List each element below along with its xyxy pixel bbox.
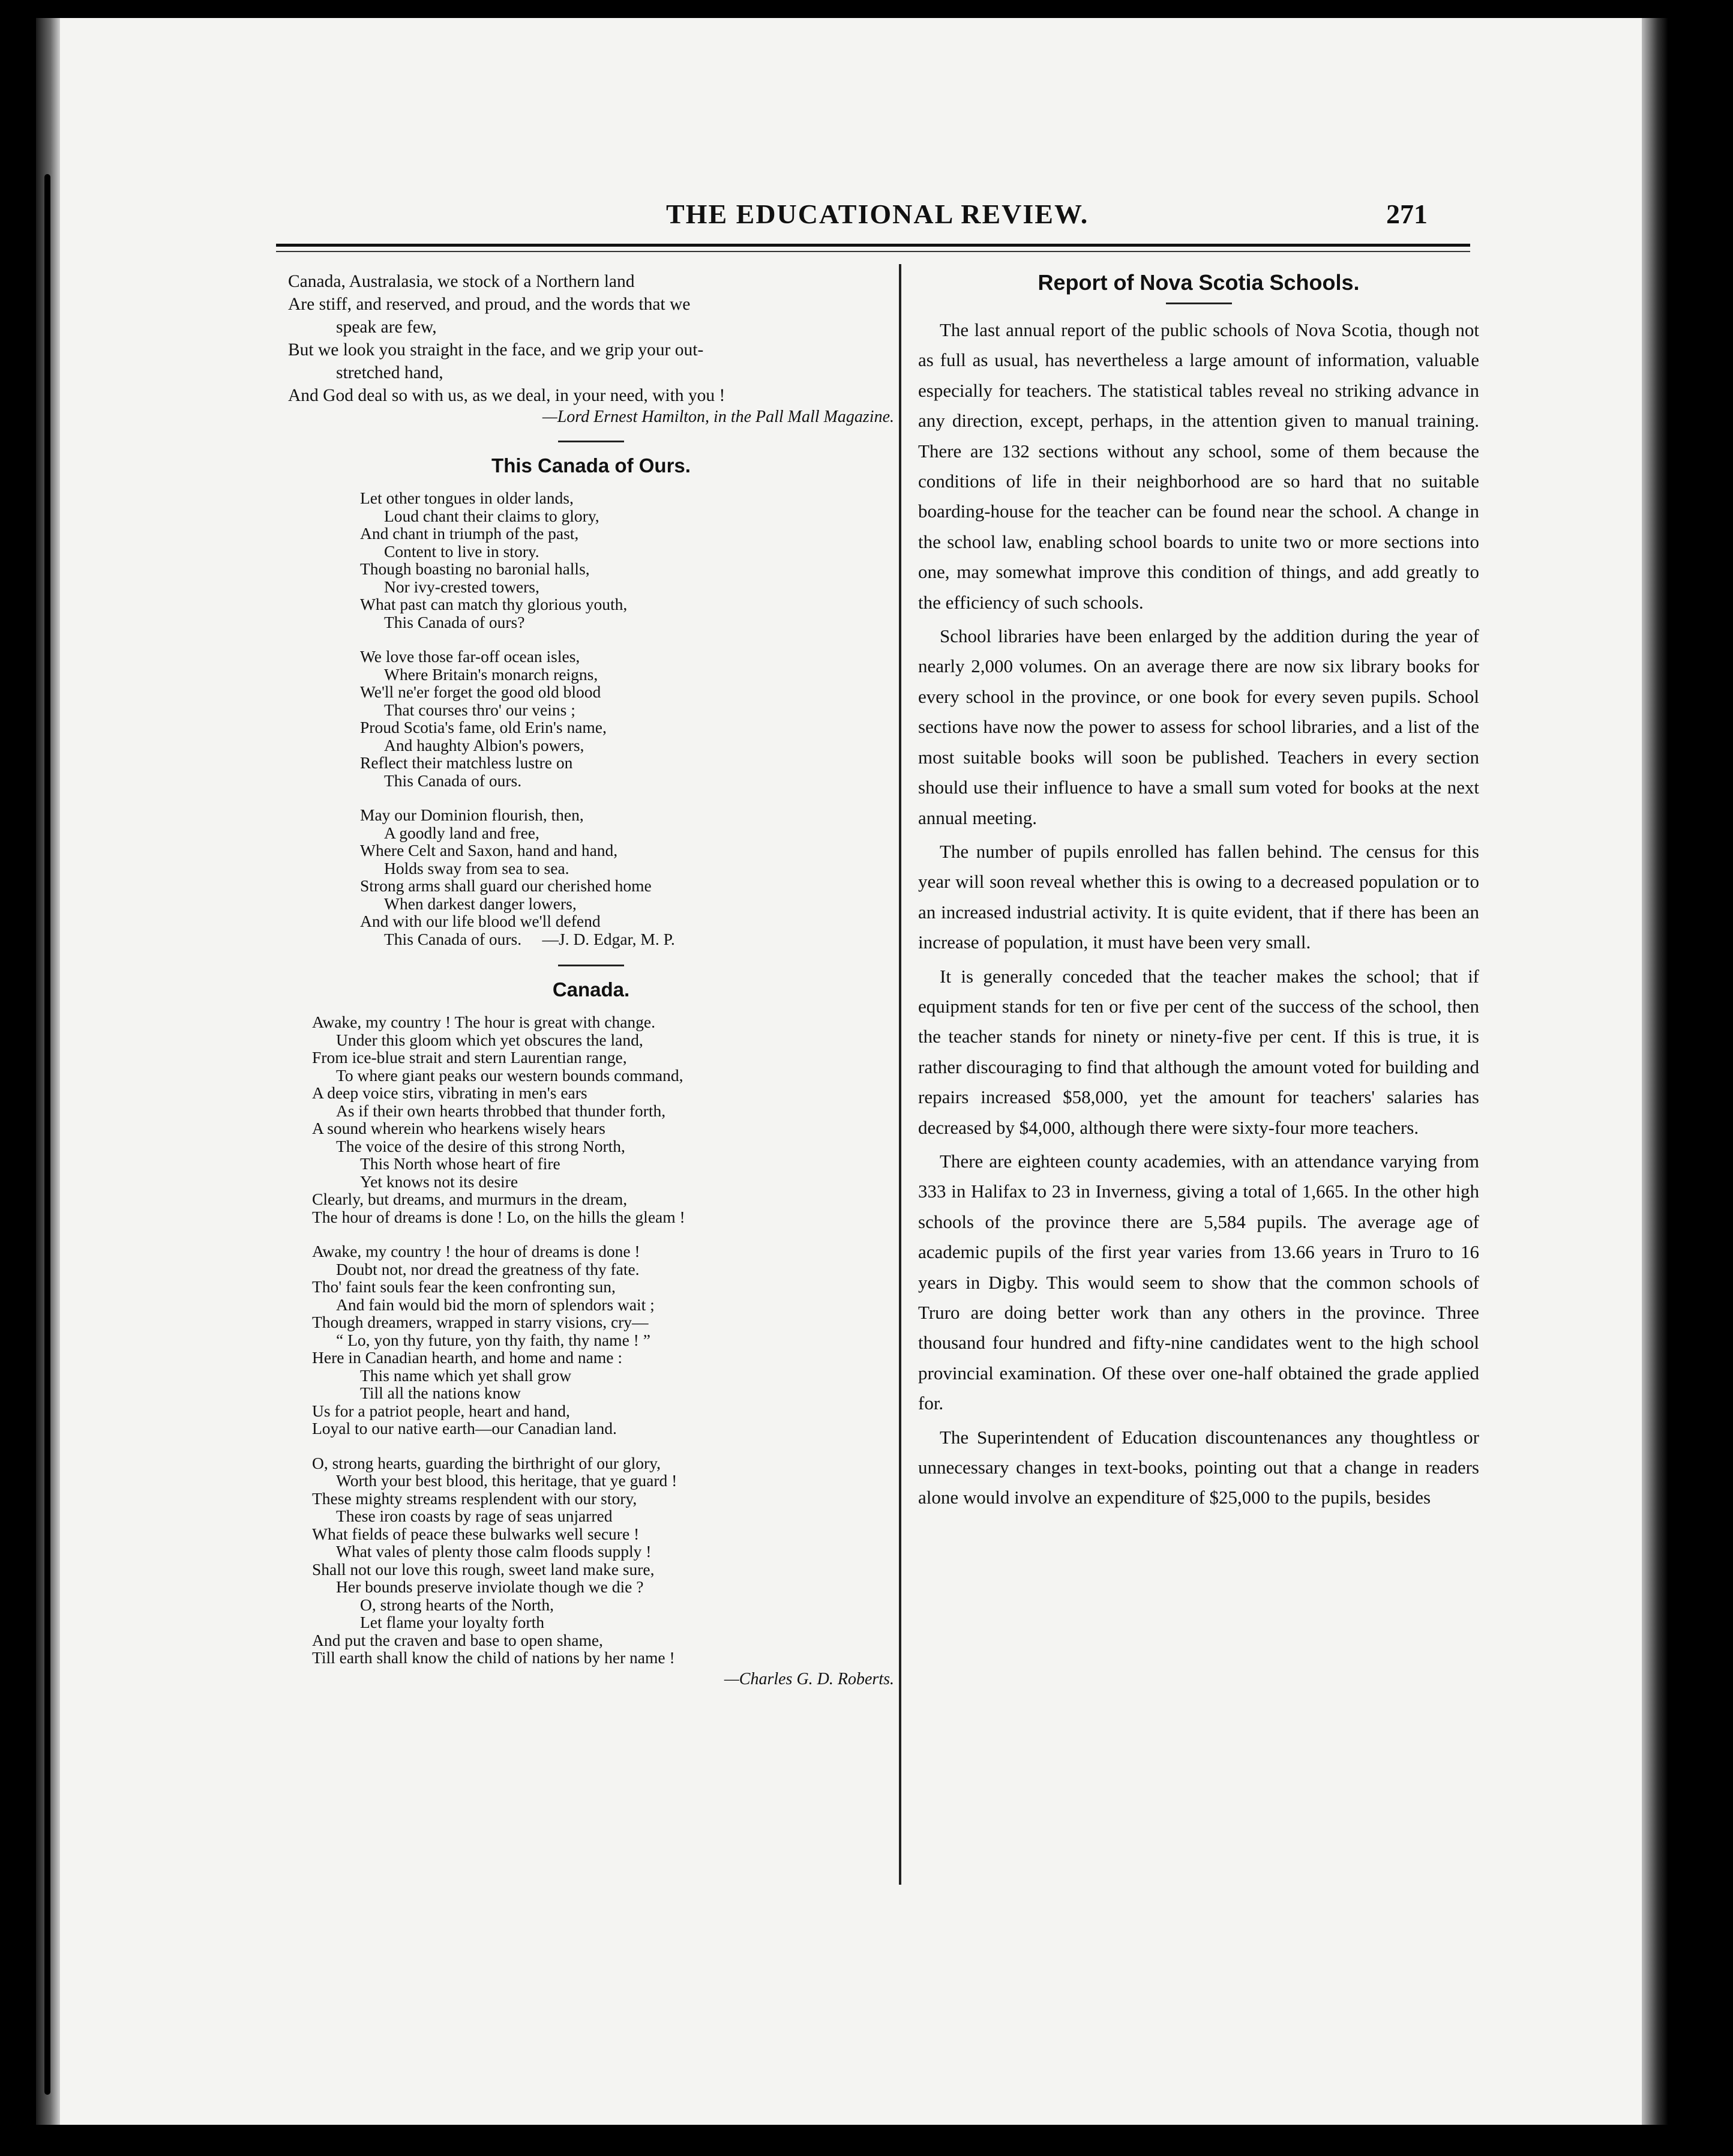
poem-line: O, strong hearts, guarding the birthright of our glory, [312, 1453, 661, 1472]
poem-line: The hour of dreams is done ! Lo, on the hills the gleam ! [312, 1207, 685, 1226]
poem-title: Canada. [552, 978, 630, 1001]
separator [1166, 303, 1232, 304]
poem-line: Here in Canadian hearth, and home and name : [312, 1348, 622, 1367]
poem-line: Where Celt and Saxon, hand and hand, [360, 841, 618, 860]
poem-line: And chant in triumph of the past, [360, 524, 579, 543]
poem-line: A goodly land and free, [384, 823, 539, 842]
poem-line: When darkest danger lowers, [384, 894, 577, 913]
header-rule [276, 244, 1470, 247]
article-paragraph: There are eighteen county academies, with an attendance varying from 333 in Halifax to 23 in Inverness, giving a total of 1,665. In the other high schools of the province there are 5,584 pupils. The average age of academic pupils of the first year varies from 13.66 years in Truro to 16 years in Digby. This would seem to show that the common schools of Truro are doing better work than any others in the province. Three thousand four hundred and fifty-nine candidates went to the high school provincial examination. Of these over one-half obtained the grade applied for. [918, 1150, 1479, 1414]
poem-line: As if their own hearts throbbed that thunder forth, [336, 1101, 666, 1120]
poem-line: Let flame your loyalty forth [360, 1613, 544, 1631]
article-paragraph: The last annual report of the public schools of Nova Scotia, though not as full as usual, has nevertheless a large amount of information, valuable especially for teachers. The statistical tables reveal no striking advance in any direction, except, perhaps, in the attention given to manual training. There are 132 sections without any school, some of them because the conditions of life in their neighborhood are so hard that no suitable boarding-house for the teacher can be found near the school. A change in the school law, enabling school boards to unite two or more sections into one, may somewhat improve this condition of things, and add greatly to the efficiency of such schools. [918, 319, 1479, 613]
poem-line: Awake, my country ! The hour is great with change. [312, 1013, 656, 1031]
poem-line: Proud Scotia's fame, old Erin's name, [360, 718, 607, 736]
poem-line: Where Britain's monarch reigns, [384, 664, 598, 684]
poem-line: This North whose heart of fire [360, 1154, 560, 1173]
poem-line: What past can match thy glorious youth, [360, 595, 628, 613]
separator [558, 965, 624, 966]
poem-line: And fain would bid the morn of splendors wait ; [336, 1295, 655, 1314]
attribution: —Charles G. D. Roberts. [724, 1669, 894, 1688]
poem-ending [288, 270, 894, 427]
poem-line: Her bounds preserve inviolate though we die ? [336, 1577, 644, 1596]
poem-line: We love those far-off ocean isles, [360, 647, 580, 666]
poem-line: From ice-blue strait and stern Laurentian range, [312, 1048, 627, 1067]
poem-line: Though boasting no baronial halls, [360, 559, 590, 578]
poem-line: Reflect their matchless lustre on [360, 753, 573, 772]
poem-this-canada-of-ours [288, 454, 894, 948]
separator [558, 441, 624, 442]
stanza [312, 1013, 894, 1226]
article-paragraph: It is generally conceded that the teacher makes the school; that if equipment stands for ten or five per cent of the success of the school, then the teacher stands for ninety or ninety-five per cent. If this is true, it is rather discouraging to find that although the amount voted for building and repairs increased $58,000, yet the amount for teachers' salaries has decreased by $4,000, although there were sixty-four more teachers. [918, 965, 1479, 1138]
stanza [360, 806, 894, 948]
poem-line: Awake, my country ! the hour of dreams is done ! [312, 1242, 640, 1260]
poem-line: Us for a patriot people, heart and hand, [312, 1401, 570, 1420]
poem-line: To where giant peaks our western bounds command, [336, 1065, 683, 1085]
poem-line: This name which yet shall grow [360, 1366, 572, 1385]
running-header: THE EDUCATIONAL REVIEW. [666, 199, 1089, 229]
poem-line: Doubt not, nor dread the greatness of thy fate. [336, 1259, 640, 1278]
poem-line: Holds sway from sea to sea. [384, 858, 569, 878]
poem-line: Tho' faint souls fear the keen confronting sun, [312, 1277, 616, 1296]
article-title: Report of Nova Scotia Schools. [1038, 270, 1360, 295]
poem-line: Content to live in story. [384, 541, 539, 561]
column-divider [899, 264, 901, 1885]
attribution: —Lord Ernest Hamilton, in the Pall Mall Magazine. [542, 408, 894, 426]
poem-line: Though dreamers, wrapped in starry visions, cry— [312, 1313, 649, 1331]
poem-line: A sound wherein who hearkens wisely hears [312, 1119, 605, 1137]
poem-line: What fields of peace these bulwarks well secure ! [312, 1524, 640, 1543]
poem-line: The voice of the desire of this strong North, [336, 1136, 625, 1155]
left-column [288, 270, 894, 1690]
stanza [360, 648, 894, 789]
poem-line: Loyal to our native earth—our Canadian land. [312, 1419, 617, 1438]
poem-line: Shall not our love this rough, sweet land make sure, [312, 1559, 655, 1579]
poem-line: “ Lo, yon thy future, yon thy faith, thy name ! ” [336, 1330, 650, 1349]
header-rule-thin [276, 251, 1470, 252]
poem-line: Clearly, but dreams, and murmurs in the dream, [312, 1190, 628, 1208]
poem-line: May our Dominion flourish, then, [360, 805, 584, 824]
article-paragraph: School libraries have been enlarged by the addition during the year of nearly 2,000 volumes. On an average there are now six library books for every school in the province, or one book for every seven pupils. School sections have now the power to assess for school libraries, and a list of the most suitable books will soon be published. Teachers in every section should use their influence to have a small sum voted for books at the next annual meeting. [918, 625, 1479, 828]
poem-line: And with our life blood we'll defend [360, 912, 601, 930]
poem-canada [288, 978, 894, 1690]
poem-line: speak are few, [336, 318, 437, 337]
poem-line: And put the craven and base to open shame, [312, 1630, 603, 1649]
poem-line: A deep voice stirs, vibrating in men's ears [312, 1083, 587, 1102]
poem-line: What vales of plenty those calm floods supply ! [336, 1542, 652, 1561]
poem-title: This Canada of Ours. [491, 454, 691, 477]
right-column [918, 270, 1479, 1517]
stanza [360, 489, 894, 631]
poem-line: But we look you straight in the face, and we grip your out- [288, 340, 704, 360]
poem-line: Under this gloom which yet obscures the land, [336, 1030, 643, 1049]
poem-line: Are stiff, and reserved, and proud, and the words that we [288, 295, 691, 314]
poem-line: stretched hand, [336, 363, 443, 382]
page-edge-shadow [1642, 18, 1668, 2125]
scanned-page [36, 18, 1668, 2125]
stanza [312, 1242, 894, 1438]
poem-line: Strong arms shall guard our cherished home [360, 876, 652, 895]
poem-line: O, strong hearts of the North, [360, 1595, 554, 1614]
poem-line: Till earth shall know the child of nations by her name ! [312, 1648, 675, 1667]
poem-line: Loud chant their claims to glory, [384, 506, 599, 525]
poem-line: Canada, Australasia, we stock of a Northern land [288, 272, 635, 291]
poem-line: This Canada of ours? [384, 612, 525, 631]
poem-line: This Canada of ours. [384, 771, 522, 790]
poem-line: That courses thro' our veins ; [384, 700, 575, 719]
poem-line: Yet knows not its desire [360, 1172, 518, 1191]
poem-line: Let other tongues in older lands, [360, 489, 574, 507]
poem-line: Worth your best blood, this heritage, that ye guard ! [336, 1471, 677, 1490]
poem-line: Till all the nations know [360, 1384, 521, 1402]
page-number: 271 [1386, 199, 1428, 229]
poem-line: This Canada of ours. —J. D. Edgar, M. P. [384, 929, 675, 948]
article-paragraph: The number of pupils enrolled has fallen behind. The census for this year will soon reveal whether this is owing to a decreased population or to an increased industrial activity. It is quite evident, that if there has been an increase of population, it must have been very small. [918, 840, 1479, 953]
poem-line: And God deal so with us, as we deal, in your need, with you ! [288, 386, 725, 405]
poem-line: Nor ivy-crested towers, [384, 577, 539, 596]
poem-line: These mighty streams resplendent with our story, [312, 1489, 637, 1508]
poem-line: We'll ne'er forget the good old blood [360, 682, 601, 701]
poem-line: These iron coasts by rage of seas unjarred [336, 1507, 613, 1525]
article-paragraph: The Superintendent of Education discountenances any thoughtless or unnecessary changes in text-books, pointing out that a change in readers alone would involve an expenditure of $25,000 to the pupils, besides [918, 1426, 1479, 1508]
poem-line: And haughty Albion's powers, [384, 735, 584, 754]
stanza [312, 1454, 894, 1667]
binding-spine [44, 174, 50, 2095]
